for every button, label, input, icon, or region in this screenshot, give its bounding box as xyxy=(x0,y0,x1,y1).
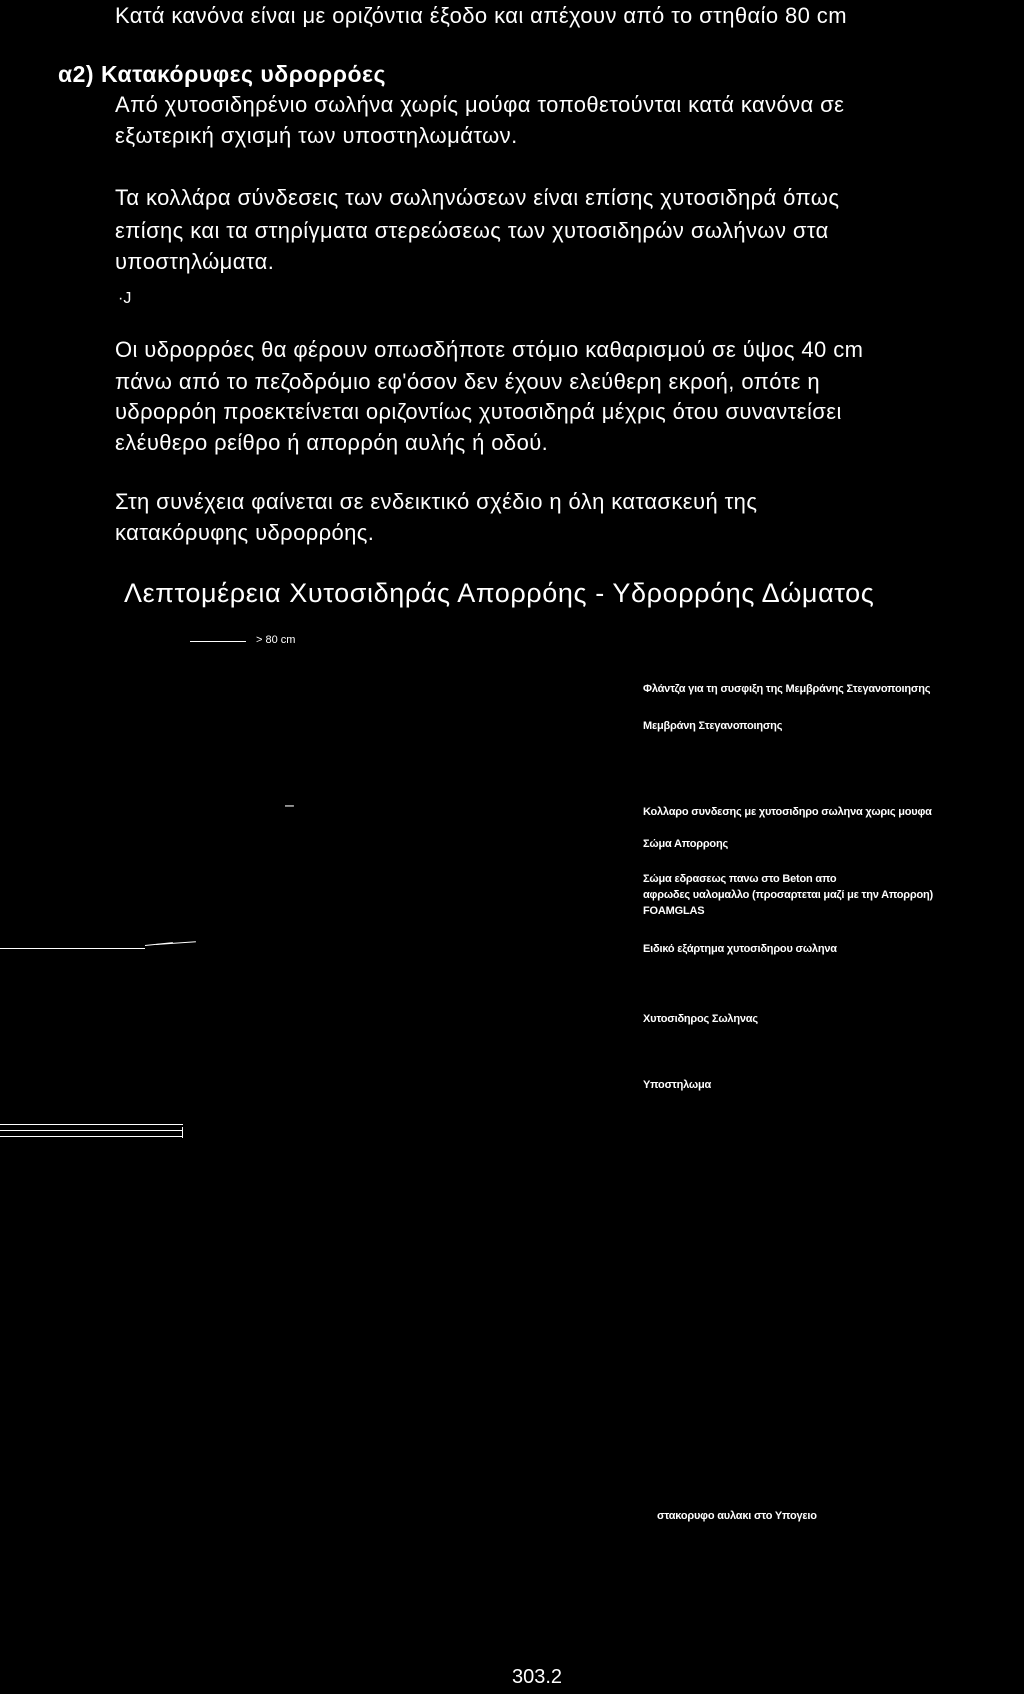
pipe-line-right xyxy=(156,941,196,945)
ground-line-end xyxy=(182,1127,183,1138)
label-membrane: Μεμβράνη Στεγανοποιησης xyxy=(643,720,783,732)
label-fitting: Ειδικό εξάρτημα χυτοσιδηρου σωληνα xyxy=(643,943,837,955)
label-foamglas: FOAMGLAS xyxy=(643,905,705,917)
dimension-label: > 80 cm xyxy=(256,634,296,646)
paragraph-3-line-3: υδρορρόη προεκτείνεται οριζοντίως χυτοσιδηρά μέχρις ότου συναντείσει xyxy=(115,399,842,424)
pipe-line-left xyxy=(0,948,145,949)
paragraph-3-line-1: Οι υδρορρόες θα φέρουν οπωσδήποτε στόμιο καθαρισμού σε ύψος 40 cm xyxy=(115,337,864,362)
dash-mark: – xyxy=(285,797,294,814)
ground-line-top xyxy=(0,1124,183,1125)
paragraph-2-line-1: Τα κολλάρα σύνδεσεις των σωληνώσεων είναι επίσης χυτοσιδηρά όπως xyxy=(115,185,840,210)
ground-line-bottom xyxy=(0,1136,183,1137)
section-heading: α2) Κατακόρυφες υδρορρόες xyxy=(58,61,386,87)
paragraph-3-line-4: ελέυθερο ρείθρο ή απορρόη αυλής ή οδού. xyxy=(115,430,549,455)
paragraph-1-line-1: Από χυτοσιδηρένιο σωλήνα χωρίς μούφα τοποθετούνται κατά κανόνα σε xyxy=(115,92,845,117)
label-collar: Κολλαρο συνδεσης με χυτοσιδηρο σωληνα χωρις μουφα xyxy=(643,806,932,818)
intro-line: Κατά κανόνα είναι με οριζόντια έξοδο και απέχουν από το στηθαίο 80 cm xyxy=(115,3,847,28)
paragraph-2-line-3: υποστηλώματα. xyxy=(115,249,275,274)
paragraph-2-line-2: επίσης και τα στηρίγματα στερεώσεως των χυτοσιδηρών σωλήνων στα xyxy=(115,218,829,243)
label-glass-wool: αφρωδες υαλομαλλο (προσαρτεται μαζί με την Απορροη) xyxy=(643,889,933,901)
paragraph-4-line-1: Στη συνέχεια φαίνεται σε ενδεικτικό σχέδιο η όλη κατασκευή της xyxy=(115,489,758,514)
paragraph-3-line-2: πάνω από το πεζοδρόμιο εφ'όσον δεν έχουν ελεύθερη εκροή, οπότε η xyxy=(115,369,820,394)
stray-mark: ·J xyxy=(118,290,132,307)
figure-title: Λεπτομέρεια Χυτοσιδηράς Απορρόης - Υδρορρόης Δώματος xyxy=(124,578,875,608)
page-number: 303.2 xyxy=(512,1666,563,1688)
dimension-line xyxy=(190,641,246,642)
label-basement-channel: στακορυφο αυλακι στο Υπογειο xyxy=(657,1510,817,1522)
label-pipe: Χυτοσιδηρος Σωληνας xyxy=(643,1013,758,1025)
label-seat-body: Σώμα εδρασεως πανω στο Beton απο xyxy=(643,873,837,885)
label-drain-body: Σώμα Απορροης xyxy=(643,838,728,850)
label-column: Υποστηλωμα xyxy=(643,1079,712,1091)
paragraph-1-line-2: εξωτερική σχισμή των υποστηλωμάτων. xyxy=(115,123,518,148)
ground-line-mid xyxy=(0,1130,183,1131)
paragraph-4-line-2: κατακόρυφης υδρορρόης. xyxy=(115,520,375,545)
label-flange: Φλάντζα για τη συσφιξη της Μεμβράνης Στεγανοποιησης xyxy=(643,683,931,695)
